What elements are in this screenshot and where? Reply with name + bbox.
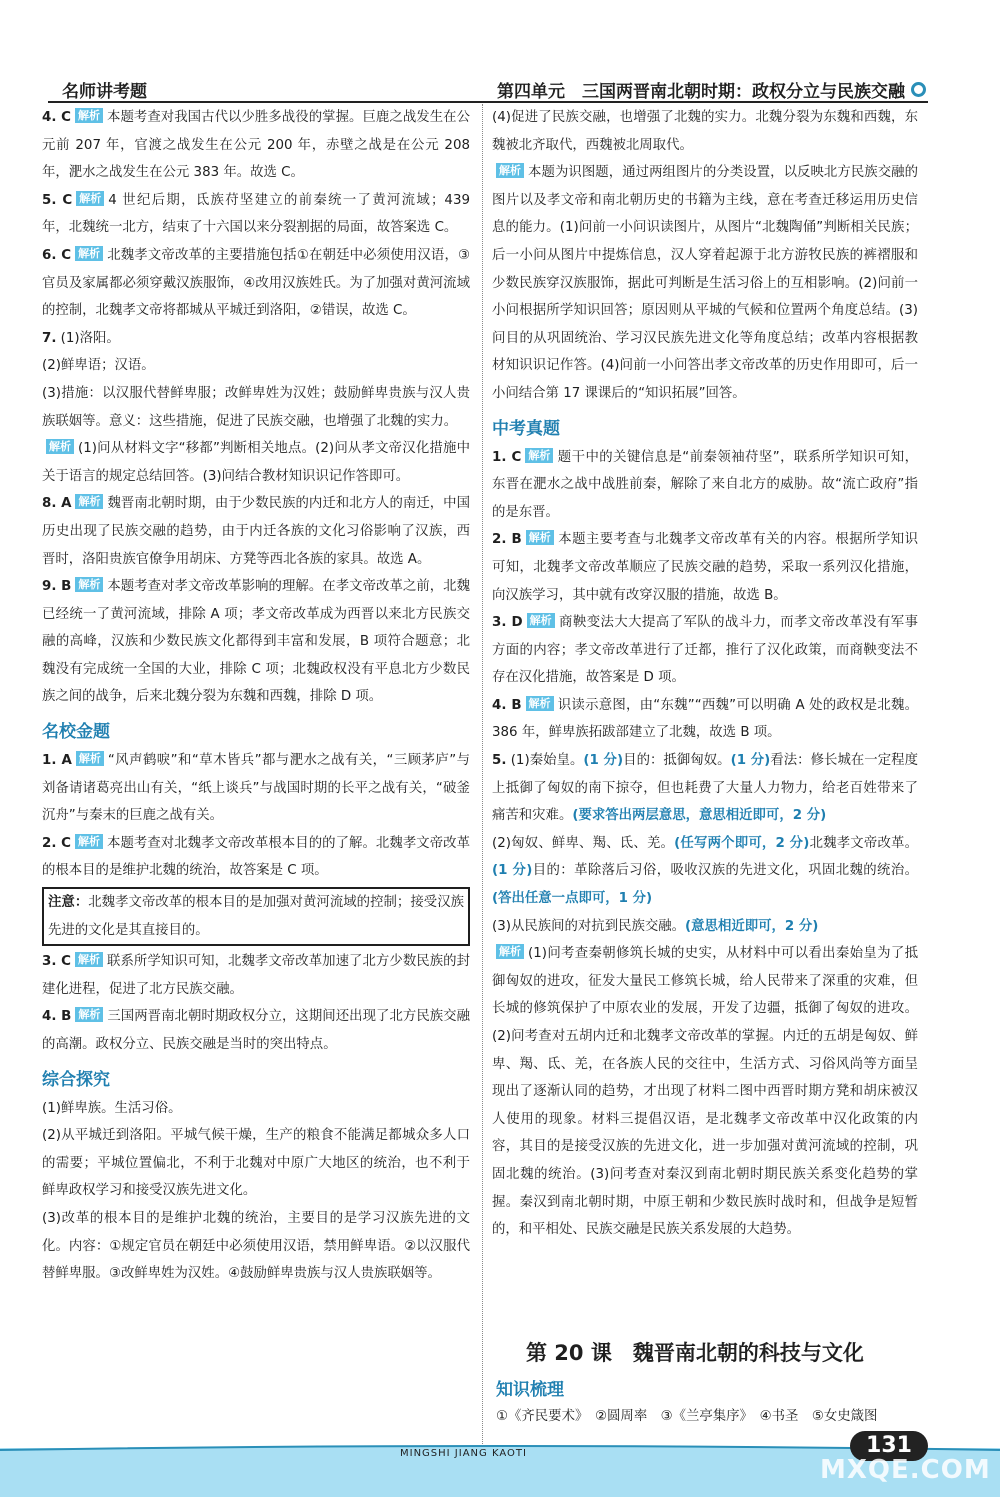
header-circle-icon <box>911 82 926 97</box>
lesson-title: 第 20 课 魏晋南北朝的科技与文化 <box>526 1341 864 1365</box>
analysis-tag: 解析 <box>75 108 103 123</box>
score-note: (1 分) <box>492 863 533 879</box>
header-book-title: 名师讲考题 <box>62 82 147 102</box>
analysis-paragraph: 解析 (1)问从材料文字“移都”判断相关地点。(2)问从孝文帝汉化措施中关于语言的规定总结回答。(3)问结合教材知识识记作答即可。 <box>42 440 470 484</box>
answer-item: 3. C 解析 联系所学知识可知，北魏孝文帝改革加速了北方少数民族的封建化进程，促进了北方民族交融。 <box>42 953 470 997</box>
answer-item: 9. B 解析 本题考查对孝文帝改革影响的理解。在孝文帝改革之前，北魏已经统一了黄河流域，排除 A 项；孝文帝改革成为西晋以来北方民族交融的高峰，汉族和少数民族文化都得到丰富和发展，B 项符合题意；北魏没有完成统一全国的大业，排除 C 项；北魏政权没有平息北方少数民族之间的战争，后来北魏分裂为东魏和西魏，排除 D 项。 <box>42 578 471 705</box>
answer-item: 4. B 解析 三国两晋南北朝时期政权分立，这期间还出现了北方民族交融的高潮。政权分立、民族交融是当时的突出特点。 <box>42 1008 471 1052</box>
answer-item: 8. A 解析 魏晋南北朝时期，由于少数民族的内迁和北方人的南迁，中国历史出现了民族交融的趋势，由于内迁各族的文化习俗影响了汉族，西晋时，洛阳贵族官僚争用胡床、方凳等西北各族的家具。故选 A。 <box>42 495 470 567</box>
answer-item: 4. C 解析 本题考查对我国古代以少胜多战役的掌握。巨鹿之战发生在公元前 207 年，官渡之战发生在公元 200 年，赤壁之战是在公元 208 年，淝水之战发生在公元 383 年。故选 C。 <box>42 109 470 181</box>
analysis-tag: 解析 <box>525 448 553 463</box>
analysis-tag: 解析 <box>46 439 74 454</box>
answer-item: 2. C 解析 本题考查对北魏孝文帝改革根本目的的了解。北魏孝文帝改革的根本目的是维护北魏的统治，故答案是 C 项。 <box>42 834 470 879</box>
analysis-tag: 解析 <box>75 577 103 592</box>
answer-item: 5. (1)秦始皇。(1 分)目的：抵御匈奴。(1 分)看法：修长城在一定程度上抵御了匈奴的南下掠夺，但也耗费了大量人力物力，给老百姓带来了痛苦和灾难。(要求答出两层意思，意思相近即可，2 分) <box>492 753 918 824</box>
score-note: (意思相近即可，2 分) <box>685 918 819 934</box>
analysis-tag: 解析 <box>76 191 104 206</box>
analysis-tag: 解析 <box>75 246 103 261</box>
answer-item: 3. D 解析 商鞅变法大大提高了军队的战斗力，而孝文帝改革没有军事方面的内容；孝文帝改革进行了迁都，推行了汉化政策，而商鞅变法不存在汉化措施，故答案是 D 项。 <box>492 614 919 686</box>
column-divider <box>482 104 483 1444</box>
score-note: (答出任意一点即可，1 分) <box>492 891 653 907</box>
answer-item: 5. C 解析 4 世纪后期，氐族苻坚建立的前秦统一了黄河流域；439 年，北魏统一北方，结束了十六国以来分裂割据的局面，故答案选 C。 <box>42 191 470 236</box>
note-box: 注意：北魏孝文帝改革的根本目的是加强对黄河流域的控制；接受汉族先进的文化是其直接目的。 <box>42 887 470 946</box>
analysis-tag: 解析 <box>496 944 524 959</box>
answer-item: 7. (1)洛阳。 <box>42 330 120 346</box>
footer-series-name: MINGSHI JIANG KAOTI <box>400 1448 527 1459</box>
left-column <box>42 104 470 1288</box>
answer-line: (2)鲜卑语；汉语。 <box>42 358 155 374</box>
analysis-tag: 解析 <box>526 530 554 545</box>
answer-item: 2. B 解析 本题主要考查与北魏孝文帝改革有关的内容。根据所学知识可知，北魏孝文帝改革顺应了民族交融的趋势，采取一系列汉化措施，向汉族学习，其中就有改穿汉服的措施，故选 B。 <box>492 531 919 603</box>
analysis-tag: 解析 <box>496 163 524 178</box>
score-note: (1 分) <box>583 753 624 769</box>
score-note: (要求答出两层意思，意思相近即可，2 分) <box>572 808 827 824</box>
analysis-tag: 解析 <box>75 1007 103 1022</box>
answer-line: (1)鲜卑族。生活习俗。 <box>42 1100 182 1116</box>
analysis-tag: 解析 <box>75 494 103 509</box>
answer-item: 6. C 解析 北魏孝文帝改革的主要措施包括①在朝廷中必须使用汉语，③官员及家属都必须穿戴汉族服饰，④改用汉族姓氏。为了加强对黄河流域的控制，北魏孝文帝将都城从平城迁到洛阳，②错误，故选 C。 <box>42 246 470 319</box>
answer-line: (2)从平城迁到洛阳。平城气候干燥，生产的粮食不能满足都城众多人口的需要；平城位置偏北，不利于北魏对中原广大地区的统治，也不利于鲜卑政权学习和接受汉族先进文化。 <box>42 1128 470 1199</box>
score-note: (1 分) <box>730 753 771 769</box>
analysis-tag: 解析 <box>527 613 555 628</box>
answer-item: 1. A 解析 “风声鹤唳”和“草木皆兵”都与淝水之战有关，“三顾茅庐”与刘备请诸葛亮出山有关，“纸上谈兵”与战国时期的长平之战有关，“破釜沉舟”与秦末的巨鹿之战有关。 <box>42 752 471 824</box>
analysis-tag: 解析 <box>75 834 103 849</box>
header-rule <box>48 101 928 103</box>
section-heading: 名校金题 <box>42 722 110 743</box>
analysis-tag: 解析 <box>76 751 104 766</box>
score-note: (任写两个即可，2 分) <box>674 835 810 851</box>
answer-item: 4. B 解析 识读示意图，由“东魏”“西魏”可以明确 A 处的政权是北魏。386 年，鲜卑族拓跋部建立了北魏，故选 B 项。 <box>492 696 918 741</box>
section-heading: 知识梳理 <box>496 1380 564 1400</box>
analysis-tag: 解析 <box>75 952 103 967</box>
analysis-tag: 解析 <box>526 696 554 711</box>
answer-line: (3)改革的根本目的是维护北魏的统治，主要目的是学习汉族先进的文化。内容：①规定官员在朝廷中必须使用汉语，禁用鲜卑语。②以汉服代替鲜卑服。③改鲜卑姓为汉姓。④鼓励鲜卑贵族与汉人贵族联姻等。 <box>42 1210 470 1282</box>
section-heading: 综合探究 <box>42 1069 110 1090</box>
page-number: 131 <box>850 1431 928 1461</box>
watermark: MXQE.COM <box>820 1455 991 1485</box>
answer-line: (4)促进了民族交融，也增强了北魏的实力。北魏分裂为东魏和西魏，东魏被北齐取代，西魏被北周取代。 <box>492 110 918 153</box>
analysis-paragraph: 解析 (1)问考查秦朝修筑长城的史实，从材料中可以看出秦始皇为了抵御匈奴的进攻，征发大量民工修筑长城，给人民带来了深重的灾难，但长城的修筑保护了中原农业的发展，开发了边疆，抵御了匈奴的进攻。(2)问考查对五胡内迁和北魏孝文帝改革的掌握。内迁的五胡是匈奴、鲜卑、羯、氐、羌，在各族人民的交往中，生活方式、习俗风尚等方面呈现出了逐渐认同的趋势，才出现了材料二图中西晋时期方凳和胡床被汉人使用的现象。材料三提倡汉语，是北魏孝文帝改革中汉化政策的内容，其目的是接受汉族的先进文化，进一步加强对黄河流域的控制，巩固北魏的统治。(3)问考查对秦汉到南北朝时期民族关系变化趋势的掌握。秦汉到南北朝时期，中原王朝和少数民族时战时和，但战争是短暂的，和平相处、民族交融是民族关系发展的大趋势。 <box>492 945 918 1238</box>
knowledge-answers: ①《齐民要术》 ②圆周率 ③《兰亭集序》 ④书圣 ⑤女史箴图 <box>496 1409 878 1424</box>
section-heading: 中考真题 <box>492 418 560 439</box>
right-column <box>492 104 918 1244</box>
answer-line: (2)匈奴、鲜卑、羯、氐、羌。(任写两个即可，2 分)北魏孝文帝改革。(1 分)目的：革除落后习俗，吸收汉族的先进文化，巩固北魏的统治。(答出任意一点即可，1 分) <box>492 835 919 907</box>
header-unit-title: 第四单元 三国两晋南北朝时期：政权分立与民族交融 <box>497 82 905 102</box>
answer-line: (3)从民族间的对抗到民族交融。(意思相近即可，2 分) <box>492 918 819 934</box>
analysis-paragraph: 解析 本题为识图题，通过两组图片的分类设置，以反映北方民族交融的图片以及孝文帝和南北朝历史的书籍为主线，意在考查迁移运用历史信息的能力。(1)问前一小问识读图片，从图片“北魏陶俑”判断相关民族；后一小问从图片中提炼信息，汉人穿着起源于北方游牧民族的裤褶服和少数民族穿汉族服饰，据此可判断是生活习俗上的互相影响。(2)问前一小问根据所学知识回答；原因则从平城的气候和位置两个角度总结。(3)问目的从巩固统治、学习汉民族先进文化等角度总结；改革内容根据教材知识识记作答。(4)问前一小问答出孝文帝改革的历史作用即可，后一小问结合第 17 课课后的“知识拓展”回答。 <box>492 164 918 401</box>
answer-line: (3)措施：以汉服代替鲜卑服；改鲜卑姓为汉姓；鼓励鲜卑贵族与汉人贵族联姻等。意义：这些措施，促进了民族交融，也增强了北魏的实力。 <box>42 385 470 429</box>
answer-item: 1. C 解析 题干中的关键信息是“前秦领袖苻坚”，联系所学知识可知，东晋在淝水之战中战胜前秦，解除了来自北方的威胁。故“流亡政府”指的是东晋。 <box>492 448 918 520</box>
